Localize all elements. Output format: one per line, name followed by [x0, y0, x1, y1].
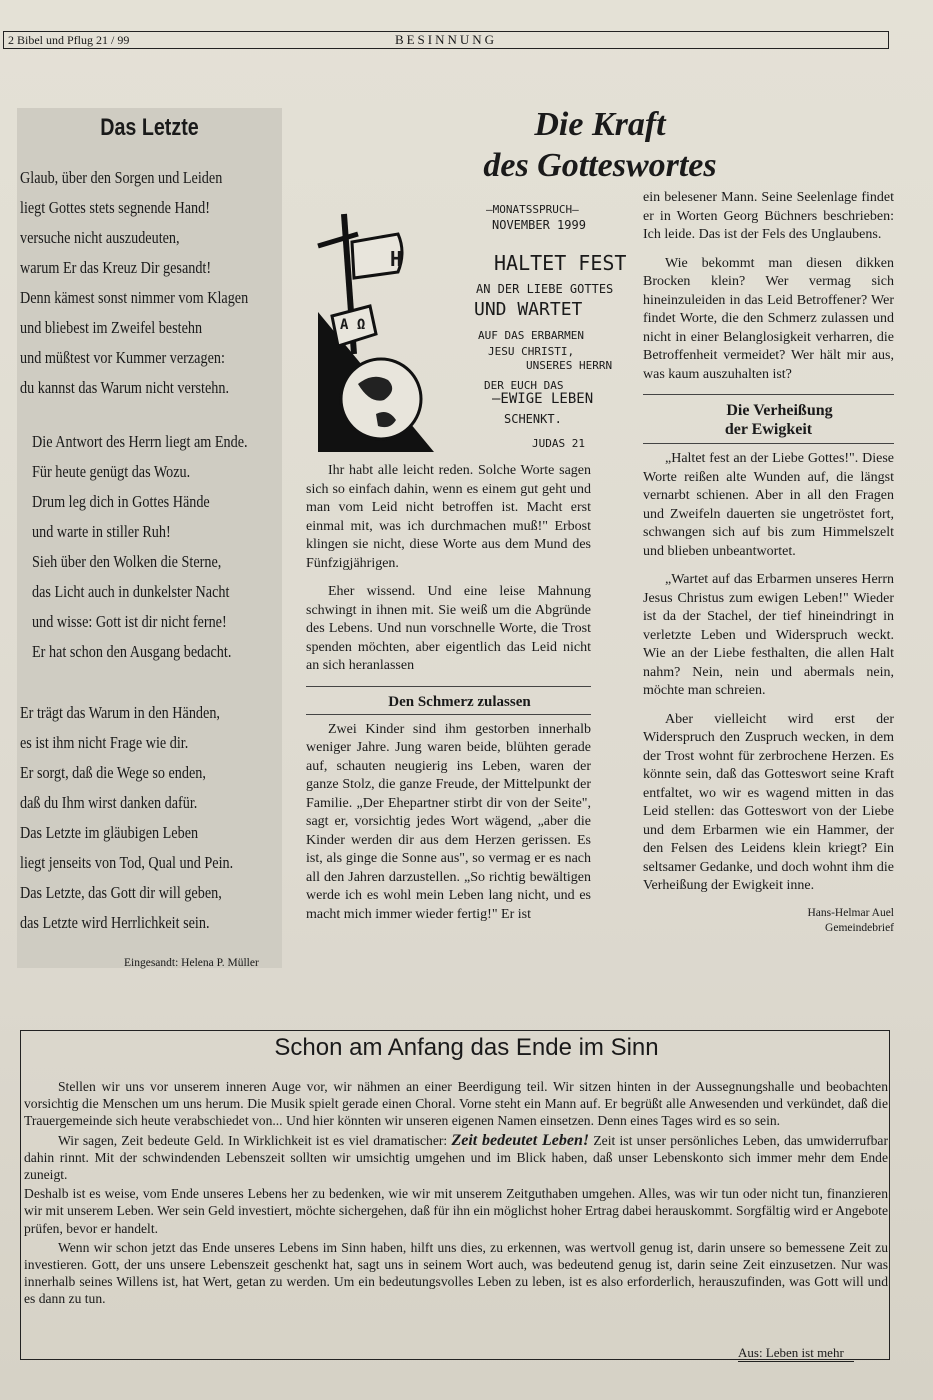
- poem-line: und wisse: Gott ist dir nicht ferne!: [32, 612, 227, 631]
- illus-line: —MONATSSPRUCH—: [486, 203, 579, 216]
- subheading-line: Die Verheißung: [726, 402, 833, 419]
- paragraph: Zwei Kinder sind ihm gestorben innerhalb weniger Jahre. Jung waren beide, blühten gerade auf, schauten neugierig ins Leben, waren der ganze Stolz, die ganze Freude, der Mittelpunkt der Familie. „Der Ehepartner stirbt dir von der Seite", sagt er, vorsichtig jedes Wort wägend, „aber die Kinder werden dir aus dem Herzen gerissen. Es ist, als ginge die Sonne aus", so vermag er es nach all den Jahren darzustellen. „So richtig bewältigen werde ich es wohl mein Leben lang nicht, und es macht mich immer wieder fertig!" Er ist: [306, 721, 591, 922]
- emphasis: Zeit bedeutet Leben!: [451, 1131, 590, 1149]
- poem-line: und müßtest vor Kummer verzagen:: [20, 348, 225, 367]
- issue-label: 2 Bibel und Pflug 21 / 99: [8, 33, 130, 47]
- illustration-monatsspruch: [306, 194, 638, 456]
- text-run: Wir sagen, Zeit bedeute Geld. In Wirklichkeit ist es viel dramatischer:: [58, 1132, 448, 1148]
- poem-line: das Letzte wird Herrlichkeit sein.: [20, 913, 210, 932]
- illus-line: AUF DAS ERBARMEN: [478, 329, 584, 342]
- subheading-line: der Ewigkeit: [724, 421, 813, 438]
- poem-line: und bliebest im Zweifel bestehn: [20, 318, 203, 337]
- author-byline: [643, 906, 894, 936]
- illus-line: AN DER LIEBE GOTTES: [476, 282, 614, 296]
- poem-line: Das Letzte im gläubigen Leben: [20, 823, 199, 842]
- paragraph: [24, 1132, 888, 1184]
- article-title-line-1: Die Kraft: [534, 106, 666, 143]
- poem-line: und warte in stiller Ruh!: [32, 522, 171, 541]
- paragraph: Ihr habt alle leicht reden. Solche Worte sagen sich so einfach dahin, wenn es einem gut geht und man vom Leid nicht betroffen ist. Macht erst einmal mit, was ich durchmachen muß!" Erbost klingen sie nicht, diese Worte aus dem Mund des Fünfzigjährigen.: [306, 463, 591, 571]
- poem-line: Für heute genügt das Wozu.: [32, 462, 191, 481]
- poem-line: Die Antwort des Herrn liegt am Ende.: [32, 432, 248, 451]
- text-run: Zeit ist unser persönliches Leben, das umwiderrufbar dahin rinnt. Mit der schwindenden Lebenszeit sollten wir umsichtig umgehen und im Blick haben, daß unser Lebenskonto sich immer mehr dem Ende zuneigt.: [24, 1132, 888, 1183]
- poem-line: Er sorgt, daß die Wege so enden,: [20, 763, 206, 782]
- box-source: Aus: Leben ist mehr: [738, 1345, 854, 1362]
- article-title: [430, 104, 770, 186]
- subheading-schmerz: Den Schmerz zulassen: [388, 693, 531, 710]
- box-title: Schon am Anfang das Ende im Sinn: [274, 1034, 659, 1061]
- subheading-verheissung: [643, 401, 894, 439]
- article-column-right: [643, 189, 894, 946]
- paragraph: Aber vielleicht wird erst der Widerspruch den Zuspruch wecken, in dem der Trost wohnt für zerbrochene Herzen. Es könnte sein, daß das Gotteswort seine Kraft entfaltet, wo wir es wagend mitten in das Leid stellen: das Gotteswort von der Liebe und dem Erbarmen wie ein Hammer, der den Felsen des Leidens klein kriegt? Ein seltsamer Gedanke, und doch wohnt ihm die Verheißung der Ewigkeit inne.: [643, 711, 894, 893]
- article-title-line-2: des Gotteswortes: [483, 147, 717, 184]
- author-name: Hans-Helmar Auel: [807, 906, 894, 919]
- poem-line: Denn kämest sonst nimmer vom Klagen: [20, 288, 249, 307]
- illus-line: NOVEMBER 1999: [492, 218, 586, 232]
- poem-line: Sieh über den Wolken die Sterne,: [32, 552, 222, 571]
- alpha-omega-plaque: A Ω: [340, 317, 366, 333]
- poem-line: liegt jenseits von Tod, Qual und Pein.: [20, 853, 234, 872]
- illus-line: SCHENKT.: [504, 412, 562, 426]
- poem-line: versuche nicht auszudeuten,: [20, 228, 180, 247]
- divider: [306, 686, 591, 687]
- paragraph: Deshalb ist es weise, vom Ende unseres Lebens her zu bedenken, wie wir mit unserem Zeitguthaben umgehen. Alles, was wir tun oder nicht tun, finanzieren wir mit unserem Leben. Wer sein Geld investiert, möchte sichergehen, daß für ihn ein möglichst hoher Ertrag dabei herauskommt. Sorgfältig wird er Angebote prüfen, bevor er handelt.: [24, 1186, 888, 1236]
- illus-line: HALTET FEST: [494, 251, 627, 275]
- illus-line: JUDAS 21: [532, 437, 585, 450]
- illus-line: —EWIGE LEBEN: [492, 391, 594, 407]
- paragraph: „Wartet auf das Erbarmen unseres Herrn Jesus Christus zum ewigen Leben!" Wieder ist da der Stachel, der tief hineindringt in verletzte Leben und Widerspruch weckt. Wie an der Liebe festhalten, die allen Halt nahm? Nein, nein und abermals nein, möchte man schreien.: [643, 572, 894, 698]
- paragraph: „Haltet fest an der Liebe Gottes!". Diese Worte reißen alte Wunden auf, die längst vernarbt schienen. Aber in all den Fragen und Zweifeln dauerten sie ungetröstet fort, schwangen sich auf bis zum Himmelszelt und blieben unbeantwortet.: [643, 451, 894, 559]
- poem-line: Er trägt das Warum in den Händen,: [20, 703, 220, 722]
- paragraph: Wie bekommt man diesen dikken Brocken klein? Wer vermag sich hineinzuleiden in das Leid Betroffener? Wer findet Worte, die den Schmerz zulassen und nicht in einer Belanglosigkeit verharren, die Betroffenheit vermeidet? Wer hält mir aus, was kaum auszuhalten ist?: [643, 255, 894, 382]
- poem-line: es ist ihm nicht Frage wie dir.: [20, 733, 189, 752]
- page-header: [3, 31, 889, 49]
- poem-title: Das Letzte: [100, 114, 199, 141]
- box-body: [24, 1078, 888, 1310]
- divider: [306, 714, 591, 715]
- article-column-middle: [306, 462, 591, 934]
- paragraph: ein belesener Mann. Seine Seelenlage findet er in Worten Georg Büchners beschrieben: Ich leide. Das ist der Fels des Unglaubens.: [643, 190, 894, 242]
- divider: [643, 443, 894, 444]
- poem-line: daß du Ihm wirst danken dafür.: [20, 793, 198, 812]
- poem-line: Er hat schon den Ausgang bedacht.: [32, 642, 232, 661]
- poem-line: Das Letzte, das Gott dir will geben,: [20, 883, 222, 902]
- illus-line: UND WARTET: [474, 299, 583, 320]
- paragraph: Wenn wir schon jetzt das Ende unseres Lebens im Sinn haben, hilft uns dies, zu erkennen, was wertvoll genug ist, darin unsere so bemessene Zeit zu investieren. Gott, der uns unsere Lebenszeit geschenkt hat, sagt uns in seinem Wort auch, was bedeutend genug ist, darin seine Zeit einzusetzen. Nur was innerhalb seines Willens ist, hat Wert, getan zu werden. Um ein bedeutungsvolles Leben zu leben, ist es also erforderlich, herauszufinden, was Gott will und es dann zu tun.: [24, 1239, 888, 1307]
- poem-line: Glaub, über den Sorgen und Leiden: [20, 168, 223, 187]
- divider: [643, 394, 894, 395]
- poem-credit: Eingesandt: Helena P. Müller: [124, 957, 259, 969]
- poem-line: liegt Gottes stets segnende Hand!: [20, 198, 210, 217]
- sign-letter: H: [390, 247, 403, 271]
- poem-line: warum Er das Kreuz Dir gesandt!: [20, 258, 212, 277]
- paragraph: Eher wissend. Und eine leise Mahnung schwingt in ihnen mit. Sie weiß um die Abgründe des Lebens. Und nun vorschnelle Worte, die Trost spenden möchten, aber eigentlich das Leid nicht an sich heranlassen: [306, 584, 591, 673]
- poem-line: du kannst das Warum nicht verstehn.: [20, 378, 230, 397]
- paragraph: Stellen wir uns vor unserem inneren Auge vor, wir nähmen an einer Beerdigung teil. Wir sitzen hinten in der Aussegnungshalle und beobachten vorsichtig die Menschen um uns herum. Die Musik spielt gerade einen Choral. Vorne steht ein Mann auf. Er begrüßt alle Anwesenden und verkündet, daß die Trauergemeinde sich heute verabschiedet von... Und hier könnten wir unseren eigenen Namen einsetzen. Denn eines Tages wird es so sein.: [24, 1079, 888, 1129]
- illus-line: UNSERES HERRN: [526, 359, 613, 372]
- poem-line: das Licht auch in dunkelster Nacht: [32, 582, 230, 601]
- illus-line: DER EUCH DAS: [484, 379, 564, 392]
- illus-line: JESU CHRISTI,: [488, 345, 575, 358]
- poem-line: Drum leg dich in Gottes Hände: [32, 492, 210, 511]
- author-source: Gemeindebrief: [825, 921, 894, 934]
- section-label: BESINNUNG: [394, 32, 498, 47]
